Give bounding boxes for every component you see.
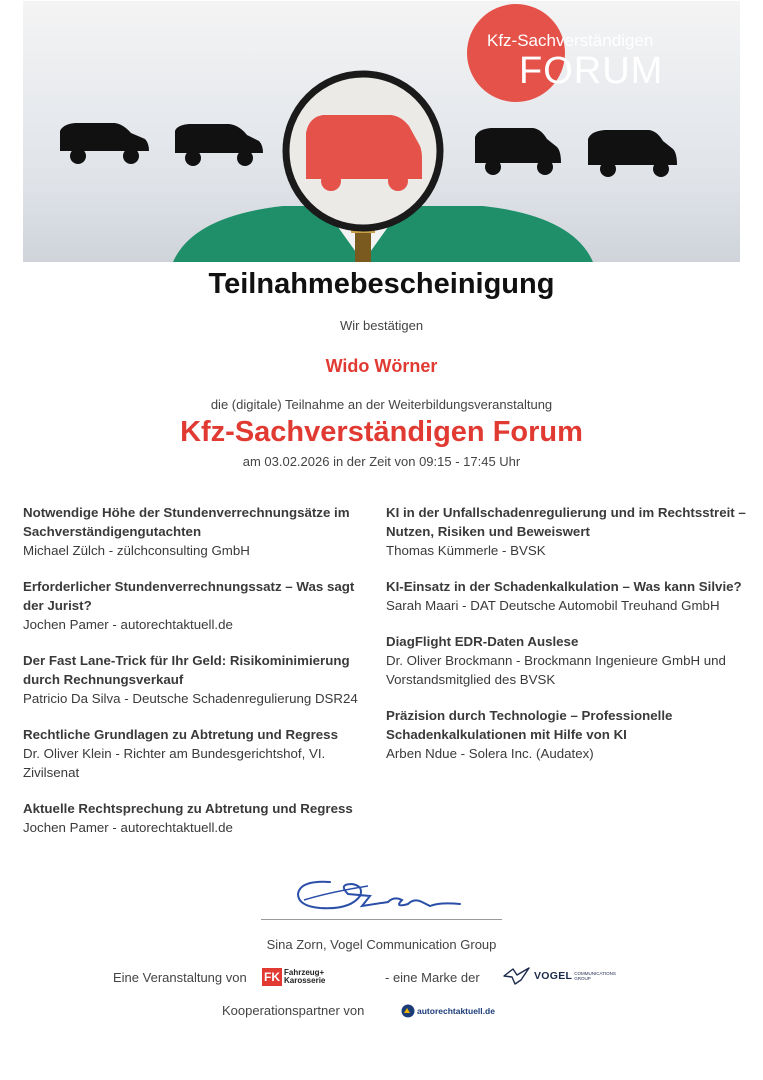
talk-speaker: Michael Zülch - zülchconsulting GmbH [23, 543, 250, 558]
talk-speaker: Jochen Pamer - autorechtaktuell.de [23, 820, 233, 835]
signature-line [261, 919, 502, 920]
black-car-icon [475, 128, 561, 175]
talk-title: DiagFlight EDR-Daten Auslese [386, 634, 579, 649]
signature [290, 872, 470, 917]
talk-item [386, 632, 746, 689]
magnifier-handle [355, 229, 371, 262]
header-banner [23, 1, 740, 262]
talk-speaker: Patricio Da Silva - Deutsche Schadenregulierung DSR24 [23, 691, 358, 706]
fk-logo-mark: FK [264, 970, 280, 984]
talk-speaker: Arben Ndue - Solera Inc. (Audatex) [386, 746, 594, 761]
talk-speaker: Thomas Kümmerle - BVSK [386, 543, 546, 558]
talk-item [386, 706, 746, 763]
organizer-text: Eine Veranstaltung von [113, 970, 247, 985]
talk-speaker: Dr. Oliver Brockmann - Brockmann Ingenieure GmbH und Vorstandsmitglied des BVSK [386, 653, 726, 687]
signer-name: Sina Zorn, Vogel Communication Group [266, 937, 497, 952]
confirm-text: Wir bestätigen [339, 318, 424, 333]
talks-left-column [23, 503, 373, 854]
vogel-logo-sub1: COMMUNICATIONS [574, 971, 616, 976]
certificate-title: Teilnahmebescheinigung [208, 268, 555, 300]
vogel-bird-icon [503, 966, 531, 986]
black-car-icon [588, 130, 677, 177]
black-car-icon [60, 123, 149, 164]
red-car-icon [306, 115, 422, 179]
banner-illustration [23, 1, 740, 262]
talk-speaker: Dr. Oliver Klein - Richter am Bundesgerichtshof, VI. Zivilsenat [23, 746, 326, 780]
talk-item [386, 503, 746, 560]
fahrzeug-karosserie-logo [262, 966, 325, 988]
talk-title: KI-Einsatz in der Schadenkalkulation – Was kann Silvie? [386, 579, 742, 594]
black-car-icon [175, 124, 263, 166]
forum-logo-line1: Kfz-Sachverständigen [487, 31, 654, 50]
talk-item [386, 577, 746, 615]
brand-text: - eine Marke der [385, 970, 480, 985]
talk-item [23, 651, 373, 708]
fk-logo-line1: Fahrzeug+ [284, 968, 325, 977]
talk-title: Der Fast Lane-Trick für Ihr Geld: Risikominimierung durch Rechnungsverkauf [23, 653, 350, 687]
talk-title: Präzision durch Technologie – Professionelle Schadenkalkulationen mit Hilfe von KI [386, 708, 673, 742]
forum-logo-line2: FORUM [519, 50, 664, 92]
talk-item [23, 503, 373, 560]
participation-description: die (digitale) Teilnahme an der Weiterbildungsveranstaltung [210, 397, 553, 412]
talk-title: KI in der Unfallschadenregulierung und im Rechtsstreit – Nutzen, Risiken und Beweiswert [386, 505, 746, 539]
autorechtaktuell-logo-icon [401, 1004, 415, 1018]
vogel-logo [503, 966, 616, 986]
vogel-logo-sub2: GROUP [574, 976, 591, 981]
talk-speaker: Sarah Maari - DAT Deutsche Automobil Treuhand GmbH [386, 598, 720, 613]
talks-right-column [386, 503, 746, 780]
talk-title: Notwendige Höhe der Stundenverrechnungsätze im Sachverständigengutachten [23, 505, 350, 539]
participant-name: Wido Wörner [325, 356, 438, 376]
talk-title: Aktuelle Rechtsprechung zu Abtretung und Regress [23, 801, 353, 816]
talk-speaker: Jochen Pamer - autorechtaktuell.de [23, 617, 233, 632]
event-name: Kfz-Sachverständigen Forum [180, 416, 583, 448]
autorechtaktuell-logo-text: autorechtaktuell.de [417, 1006, 495, 1016]
partner-text: Kooperationspartner von [222, 1003, 365, 1018]
autorechtaktuell-logo [401, 1004, 495, 1018]
talk-item [23, 577, 373, 634]
talk-title: Erforderlicher Stundenverrechnungssatz – Was sagt der Jurist? [23, 579, 355, 613]
talk-item [23, 725, 373, 782]
fk-logo-line2: Karosserie [284, 976, 326, 985]
vogel-logo-name: VOGEL [534, 970, 573, 982]
talk-item [23, 799, 373, 837]
event-date: am 03.02.2026 in der Zeit von 09:15 - 17:45 Uhr [242, 454, 521, 469]
talk-title: Rechtliche Grundlagen zu Abtretung und Regress [23, 727, 338, 742]
